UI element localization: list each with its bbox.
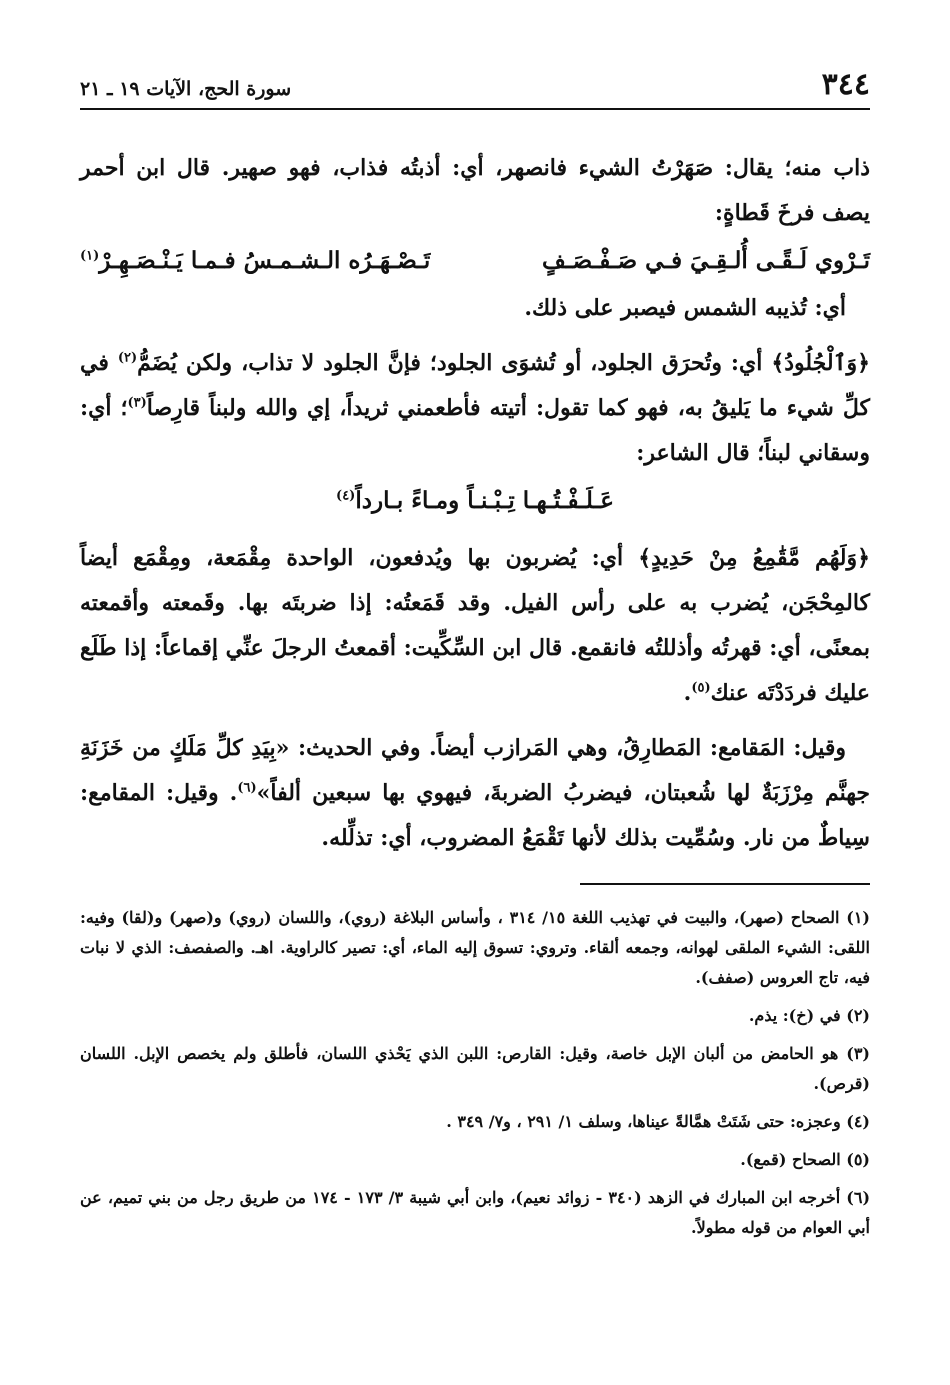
- footnote-marker: (٢): [117, 350, 138, 366]
- running-title: سورة الحج، الآيات ١٩ ـ ٢١: [80, 78, 292, 100]
- poetry-verse: عَـلَـفْـتُـهـا تِـبْـنـاً ومـاءً بـارداً$^{(٤)}$: [336, 487, 614, 514]
- paragraph: ﴿وَٱلْجُلُودُ﴾ أي: وتُحرَق الجلود، أو تُشوَى الجلود؛ فإنَّ الجلود لا تذاب، ولكن يُضَمُّ$^{(٢)}$ في كلِّ شيء ما يَليقُ به، فهو كما تقول: أتيته فأطعمني ثريداً، إي والله ولبناً قارِصاً$^{(٣)}$؛ أي: وسقاني لبناً؛ قال الشاعر:: [80, 350, 870, 466]
- verse-hemistich-first: تَـرْوي لَـقًـى أُلـقِـيَ فـي صَـفْـصَـفٍ: [542, 247, 870, 274]
- footnote: (٢) في (خ): يذم.: [748, 1006, 870, 1025]
- page-header: [80, 60, 870, 110]
- footnote-marker: (٣): [127, 395, 147, 411]
- paragraph: أي: تُذيبه الشمس فيصبر على ذلك.: [524, 295, 846, 321]
- footnote: (٣) هو الحامض من ألبان الإبل خاصة، وقيل: القارص: اللبن الذي يَحْذي اللسان، فأطلق ولم يخصص الإبل. اللسان (قرص).: [80, 1044, 870, 1093]
- footnotes: [80, 903, 870, 1243]
- paragraph: ذاب منه؛ يقال: صَهَرْتُ الشيء فانصهر، أي: أذبتُه فذاب، فهو صهير. قال ابن أحمر يصف فرخَ قَطاةٍ:: [80, 155, 870, 226]
- paragraph: ﴿وَلَهُم مَّقَٰمِعُ مِنْ حَدِيدٍ﴾ أي: يُضربون بها ويُدفعون، الواحدة مِقْمَعة، ومِقْمَع أيضاً كالمِحْجَن، يُضرب به على رأس الفيل. وقد قَمَعتُه: إذا ضربتَه بها. وقَمعته وأقمعته بمعنًى، أي: قهرتُه وأذللتُه فانقمع. قال ابن السِّكِّيت: أقمعتُ الرجلَ عنِّي إقماعاً: إذا طَلَع عليك فردَدْتَه عنك$^{(٥)}$.: [80, 545, 871, 706]
- main-text: [80, 146, 870, 861]
- footnote-marker: (٥): [691, 680, 711, 696]
- footnote-separator: [580, 883, 870, 885]
- footnote: (١) الصحاح (صهر)، والبيت في تهذيب اللغة ١٥/ ٣١٤ ، وأساس البلاغة (روي)، واللسان (روي) و(صهر) و(لقا) وفيه: اللقى: الشيء الملقى لهوانه، وجمعه ألقاء. وتروي: تسوق إليه الماء، أي: تصير كالراوية. اهـ. والصفصف: الذي لا نبات فيه، تاج العروس (صفف).: [80, 908, 870, 987]
- footnote-marker: (٦): [237, 780, 257, 796]
- quran-verse: ﴿وَلَهُم مَّقَٰمِعُ مِنْ حَدِيدٍ﴾: [638, 545, 871, 571]
- footnote-marker: (٤): [336, 488, 356, 504]
- footnote: (٥) الصحاح (قمع).: [740, 1150, 870, 1169]
- page: [80, 60, 870, 1251]
- quran-verse: ﴿وَٱلْجُلُودُ﴾: [771, 350, 870, 376]
- paragraph: وقيل: المَقامع: المَطارِقُ، وهي المَرازب أيضاً. وفي الحديث: «بِيَدِ كلِّ مَلَكٍ من خَزَنَةِ جهنَّم مِرْزَبَةٌ لها شُعبتان، فيضربُ الضربةَ، فيهوي بها سبعين ألفاً»$^{(٦)}$. وقيل: المقامع: سِياطٌ من نار. وسُمِّيت بذلك لأنها تَقْمَعُ المضروب، أي: تذلِّله.: [80, 735, 870, 851]
- footnote-marker: (١): [80, 248, 100, 264]
- verse-hemistich-second: تَـصْـهَـرُه الـشـمـسُ فـمـا يَـنْـصَـهِـرْ$^{(١)}$: [80, 247, 431, 274]
- footnote: (٦) أخرجه ابن المبارك في الزهد (٣٤٠ - زوائد نعيم)، وابن أبي شيبة ٣/ ١٧٣ - ١٧٤ من طريق رجل من بني تميم، عن أبي العوام من قوله مطولاً.: [80, 1188, 871, 1237]
- footnote: (٤) وعجزه: حتى شَتَتْ همَّالةً عيناها، وسلف ١/ ٢٩١ ، و٧/ ٣٤٩ .: [446, 1112, 870, 1131]
- poetry-verse: [80, 236, 870, 286]
- page-number: ٣٤٤: [821, 67, 870, 102]
